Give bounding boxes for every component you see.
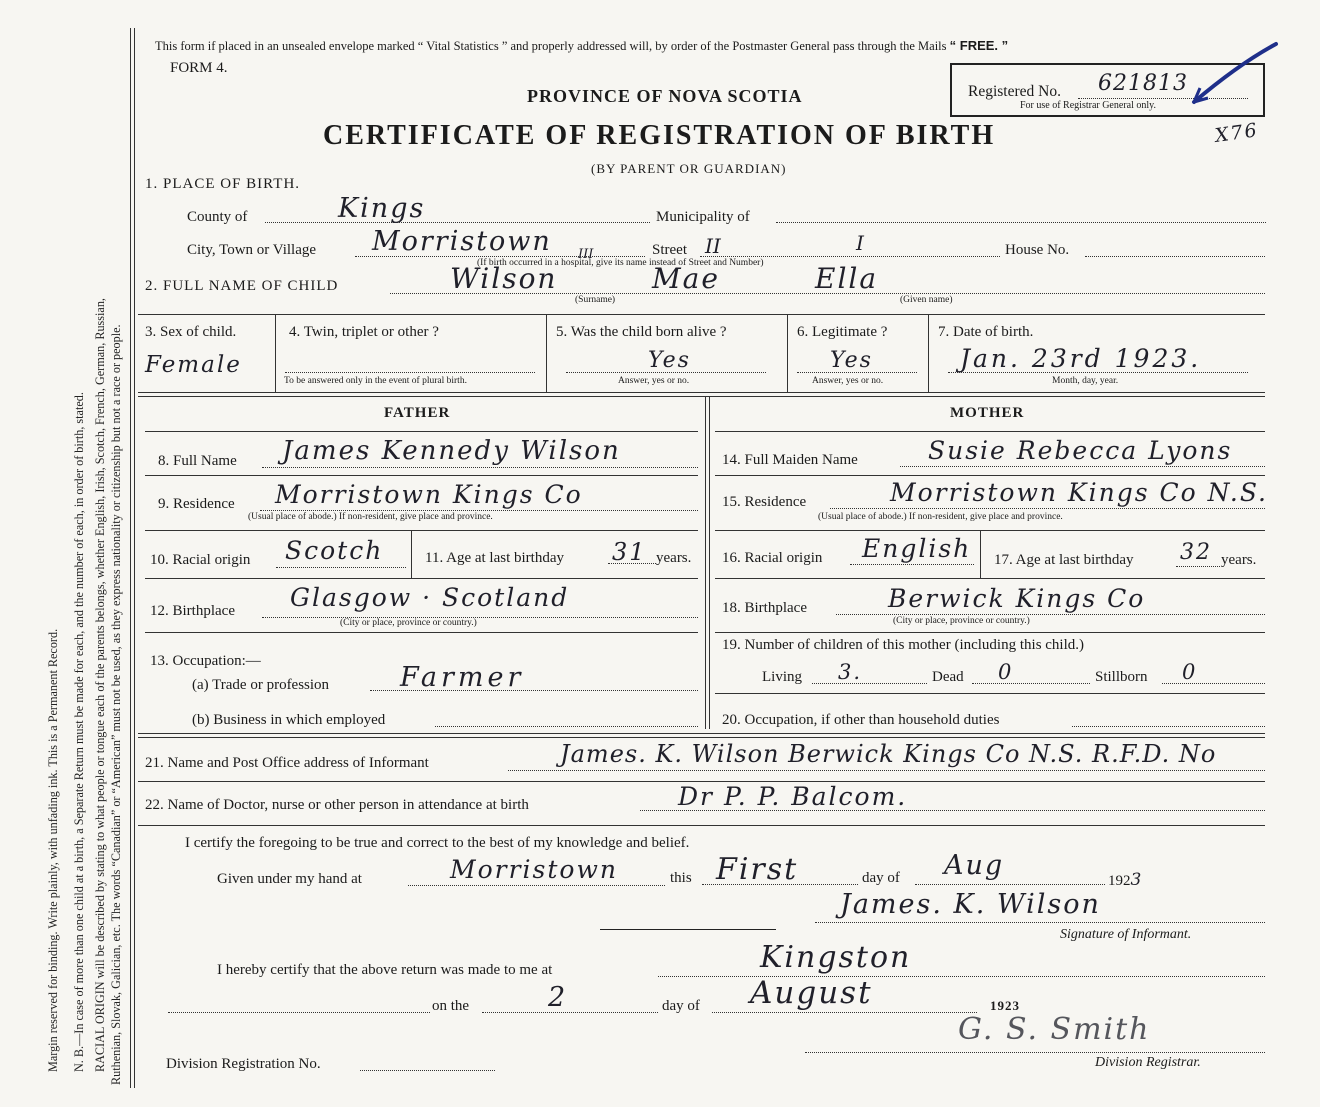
father-age-label: 11. Age at last birthday (425, 550, 564, 566)
father-name-label: 8. Full Name (158, 453, 237, 469)
stillborn-value: 0 (1182, 660, 1198, 684)
child-surname: Wilson (450, 262, 558, 295)
margin-note-multiple-births: N. B.—In case of more than one child at a birth, a Separate Return must be made for each, and the number of each, in order of birth, stated. (72, 392, 86, 1072)
registrar-statement: I hereby certify that the above return was made to me at (217, 962, 553, 978)
mother-age-unit: years. (1221, 552, 1257, 568)
father-business-label: (b) Business in which employed (192, 712, 386, 728)
father-name-value: James Kennedy Wilson (282, 436, 621, 466)
informant-label: 21. Name and Post Office address of Informant (145, 755, 429, 771)
father-birthplace-note: (City or place, province or country.) (340, 618, 477, 628)
father-trade-label: (a) Trade or profession (192, 677, 330, 693)
hospital-note: (If birth occurred in a hospital, give its name instead of Street and Number) (477, 258, 764, 268)
alive-value: Yes (648, 348, 691, 373)
father-race-label: 10. Racial origin (150, 552, 251, 568)
mother-birthplace-value: Berwick Kings Co (888, 584, 1146, 613)
this-label: this (670, 870, 692, 886)
surname-caption: (Surname) (575, 295, 616, 305)
cert-day-value: First (716, 852, 799, 887)
registrar-use-note: For use of Registrar General only. (1020, 100, 1156, 111)
county-value: Kings (338, 193, 426, 224)
margin-note-binding: Margin reserved for binding. Write plainly, with unfading ink. This is a Permanent Record. (46, 628, 60, 1072)
form-number: FORM 4. (170, 60, 228, 76)
place-heading: 1. PLACE OF BIRTH. (145, 176, 301, 192)
child-given-2: Ella (815, 262, 879, 295)
registrar-place: Kingston (760, 940, 912, 975)
twin-label: 4. Twin, triplet or other ? (289, 324, 439, 340)
cert-dayof-label: day of (862, 870, 900, 886)
mother-residence-value: Morristown Kings Co N.S. (890, 478, 1269, 507)
twin-note: To be answered only in the event of plural birth. (284, 376, 467, 386)
mother-race-value: English (862, 534, 972, 563)
mother-birthplace-note: (City or place, province or country.) (893, 616, 1030, 626)
father-heading: FATHER (384, 405, 451, 421)
doctor-label: 22. Name of Doctor, nurse or other person in attendance at birth (145, 797, 529, 813)
mother-residence-note: (Usual place of abode.) If non-resident, give place and province. (818, 512, 1063, 522)
city-value: Morristown (372, 226, 552, 257)
father-birthplace-label: 12. Birthplace (150, 603, 235, 619)
check-mark-icon (1190, 40, 1280, 110)
legitimate-value: Yes (830, 348, 873, 373)
mother-heading: MOTHER (950, 405, 1025, 421)
child-name-label: 2. FULL NAME OF CHILD (145, 278, 339, 294)
mother-birthplace-label: 18. Birthplace (722, 600, 807, 616)
municipality-label: Municipality of (656, 209, 750, 225)
registrar-year: 1923 (990, 998, 1020, 1013)
mother-name-label: 14. Full Maiden Name (722, 452, 858, 468)
cert-month-value: Aug (944, 850, 1005, 881)
mother-residence-label: 15. Residence (722, 494, 807, 510)
postal-note: This form if placed in an unsealed envelope marked “ Vital Statistics ” and properly addressed will, by order of the Postmaster General pass through the Mails “ FREE. ” (155, 38, 1009, 53)
dead-value: 0 (998, 660, 1014, 684)
city-mark: III (578, 247, 594, 262)
father-age-value: 31 (612, 538, 647, 566)
registrar-dayof-label: day of (662, 998, 700, 1014)
division-registrar-caption: Division Registrar. (1095, 1055, 1201, 1070)
alive-note: Answer, yes or no. (618, 376, 690, 386)
mother-age-value: 32 (1180, 540, 1212, 565)
margin-note-racial-origin: RACIAL ORIGIN will be described by stating to what people or tongue each of the parents belongs, whether English, Irish, Scotch, French, German, Russian, (93, 298, 107, 1072)
child-given-1: Mae (652, 262, 720, 295)
mother-race-label: 16. Racial origin (722, 550, 823, 566)
informant-value: James. K. Wilson Berwick Kings Co N.S. R.F.D. No (560, 740, 1217, 768)
dob-label: 7. Date of birth. (938, 324, 1034, 340)
doctor-value: Dr P. P. Balcom. (678, 782, 908, 811)
father-residence-value: Morristown Kings Co (275, 480, 583, 509)
margin-rule-inner (134, 28, 135, 1088)
given-at-value: Morristown (450, 855, 618, 884)
registrar-month: August (750, 975, 873, 1011)
mother-children-label: 19. Number of children of this mother (including this child.) (722, 637, 1085, 653)
province-heading: PROVINCE OF NOVA SCOTIA (527, 86, 803, 106)
county-label: County of (187, 209, 248, 225)
sex-label: 3. Sex of child. (145, 324, 237, 340)
page-title: CERTIFICATE OF REGISTRATION OF BIRTH (323, 120, 996, 151)
sex-value: Female (145, 352, 242, 378)
mother-occupation-label: 20. Occupation, if other than household duties (722, 712, 1000, 728)
page-subtitle: (BY PARENT OR GUARDIAN) (591, 161, 787, 176)
dob-value: Jan. 23rd 1923. (960, 344, 1202, 373)
living-label: Living (762, 669, 802, 685)
registered-value: 621813 (1098, 71, 1188, 96)
stillborn-label: Stillborn (1095, 669, 1148, 685)
city-label: City, Town or Village (187, 242, 317, 258)
mother-name-value: Susie Rebecca Lyons (928, 436, 1233, 465)
margin-note-racial-origin-cont: Ruthenian, Slovak, Galician, etc. The words “Canadian” or “American” must not be used, as they express nationality or citizenship but not a race or people. (109, 324, 123, 1085)
given-name-caption: (Given name) (900, 295, 953, 305)
given-at-label: Given under my hand at (217, 871, 362, 887)
registered-label: Registered No. (968, 83, 1061, 100)
mother-age-label: 17. Age at last birthday (994, 552, 1134, 568)
father-trade-value: Farmer (400, 662, 525, 693)
registrar-signature: G. S. Smith (958, 1012, 1151, 1047)
father-residence-label: 9. Residence (158, 496, 235, 512)
father-birthplace-value: Glasgow · Scotland (290, 583, 570, 612)
on-the-label: on the (432, 998, 470, 1014)
father-residence-note: (Usual place of abode.) If non-resident, give place and province. (248, 512, 493, 522)
street-value-2: I (856, 231, 864, 255)
signature-caption: Signature of Informant. (1060, 927, 1192, 942)
corner-mark: X76 (1213, 119, 1261, 147)
registrar-day: 2 (548, 982, 568, 1013)
legitimate-note: Answer, yes or no. (812, 376, 884, 386)
certify-statement: I certify the foregoing to be true and correct to the best of my knowledge and belief. (185, 835, 690, 851)
margin-rule (130, 28, 131, 1088)
street-value: II (705, 234, 721, 258)
division-number-label: Division Registration No. (166, 1056, 321, 1072)
legitimate-label: 6. Legitimate ? (797, 324, 888, 340)
father-occupation-label: 13. Occupation:— (150, 653, 261, 669)
dead-label: Dead (932, 669, 964, 685)
alive-label: 5. Was the child born alive ? (556, 324, 727, 340)
father-age-unit: years. (656, 550, 692, 566)
father-race-value: Scotch (285, 536, 384, 565)
house-label: House No. (1005, 242, 1070, 258)
living-value: 3. (838, 660, 863, 684)
informant-signature: James. K. Wilson (840, 889, 1101, 920)
cert-year: 1923 (1108, 870, 1144, 890)
dob-note: Month, day, year. (1052, 376, 1119, 386)
street-label: Street (652, 242, 687, 258)
